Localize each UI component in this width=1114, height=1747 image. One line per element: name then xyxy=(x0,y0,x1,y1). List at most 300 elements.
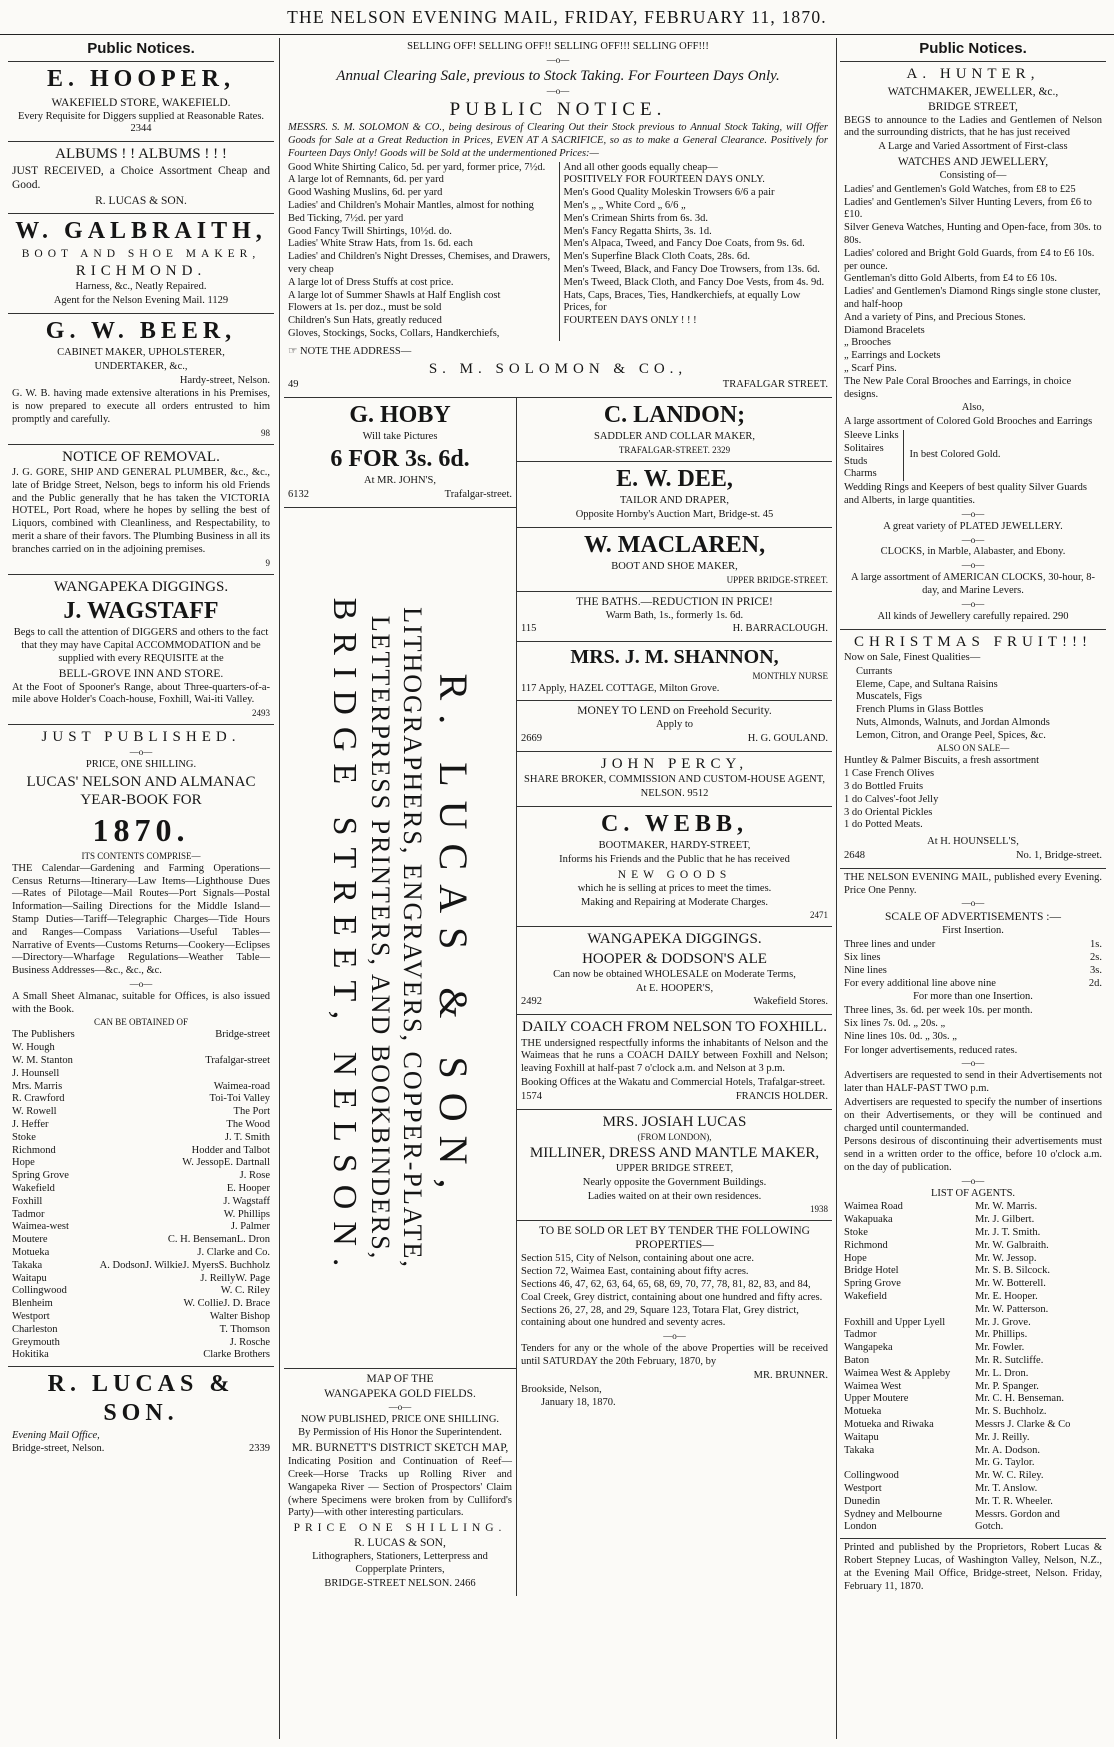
ad-street: 6132 Trafalgar-street. xyxy=(288,488,512,500)
price-item: Good Washing Muslins, 6d. per yard xyxy=(288,187,443,199)
jewellery-item: Gentleman's ditto Gold Alberts, from £4 to £6 10s. xyxy=(844,273,1058,285)
ad-date: January 18, 1870. xyxy=(541,1397,616,1409)
ad-body: Can now be obtained WHOLESALE on Moderate Terms, xyxy=(553,968,796,980)
multi-rate-row: Six lines 7s. 0d. „ 20s. „ xyxy=(844,1017,946,1029)
seller-row: Collingwood W. C. Riley xyxy=(12,1285,270,1297)
ad-apply: Apply to xyxy=(655,719,694,731)
agent-place xyxy=(844,1304,971,1317)
gold-item: Studs xyxy=(844,455,868,467)
tender-item: Section 72, Waimea East, containing about fifty acres. xyxy=(521,1266,749,1278)
ad-trade: BOOT AND SHOE MAKER, xyxy=(611,560,738,572)
tender-items xyxy=(521,1253,828,1330)
ad-title: G. W. BEER, xyxy=(45,317,237,344)
agent-name: Mr. W. Marris. xyxy=(975,1201,1038,1213)
ad-sub: WAKEFIELD STORE, WAKEFIELD. xyxy=(51,96,231,109)
agent-place xyxy=(844,1457,971,1470)
ad-at: At E. HOOPER'S, xyxy=(635,982,714,994)
ad-landon xyxy=(517,398,832,462)
ad-name: HOOPER & DODSON'S ALE xyxy=(582,950,767,967)
gold-group xyxy=(844,430,1102,481)
agent-name: Mr. A. Dodson. xyxy=(975,1444,1041,1456)
imprint-text: Printed and published by the Proprietors, Robert Lucas & Robert Stepney Lucas, of Washington Valley, Nelson, N.Z., at the Evening Mail Office, Bridge-street, Nelson. Friday, February 11, 1870. xyxy=(844,1542,1102,1592)
agent-place: Hope xyxy=(844,1252,867,1264)
ad-addr: Bridge-street, Nelson. 2339 xyxy=(12,1443,270,1455)
ad-p1: Advertisers are requested to send in their Advertisements not later than HALF-PAST TWO p.m. xyxy=(844,1070,1102,1095)
seller-row: J. Heffer The Wood xyxy=(12,1119,270,1131)
seller-row: Blenheim W. Collie xyxy=(12,1298,224,1310)
section-header: Public Notices. xyxy=(8,38,274,62)
ad-price: 6 FOR 3s. 6d. xyxy=(330,445,470,472)
agent-name: Mr. J. Reilly. xyxy=(975,1431,1030,1443)
ad-trade: UNDERTAKER, &c., xyxy=(94,360,188,372)
agent-place: Foxhill and Upper Lyell xyxy=(844,1316,946,1328)
ad-addr: Evening Mail Office, xyxy=(12,1429,100,1441)
ad-addr: Opposite Hornby's Auction Mart, Bridge-st. 45 xyxy=(575,508,774,520)
ad-trade: BOOT AND SHOE MAKER, xyxy=(21,247,261,260)
ad-shannon xyxy=(517,642,832,701)
ad-american: A large assortment of AMERICAN CLOCKS, 30-hour, 8-day, and Marine Levers. xyxy=(850,572,1096,597)
price-item: A large lot of Summer Shawls at Half English cost xyxy=(288,289,501,301)
vertical-line: R. LUCAS & SON, xyxy=(430,673,476,1203)
seller-row: R. Crawford Toi-Toi Valley xyxy=(12,1093,270,1105)
price-item: Good White Shirting Calico, 5d. per yard, former price, 7½d. xyxy=(288,161,546,173)
ad-body: Begs to call the attention of DIGGERS and others to the fact that they may have Capital ACCOMMODATION and be supplied with every REQUISITE at the xyxy=(13,627,269,664)
price-item: Bed Ticking, 7½d. per yard xyxy=(288,212,404,224)
ad-line: Will take Pictures xyxy=(362,430,438,442)
ad-title: NOTICE OF REMOVAL. xyxy=(62,448,220,465)
rate-row: Nine lines 3s. xyxy=(844,964,1102,976)
ad-ale xyxy=(517,927,832,1015)
price-item: Ladies' White Straw Hats, from 1s. 6d. each xyxy=(288,238,473,250)
price-item: Men's Tweed, Black, and Fancy Doe Trowsers, from 13s. 6d. xyxy=(563,263,820,275)
agent-name: Mr. P. Spanger. xyxy=(975,1380,1039,1392)
seller-row: Charleston T. Thomson xyxy=(12,1323,270,1335)
ad-street: 49 TRAFALGAR STREET. xyxy=(288,378,828,390)
agent-name: Mr. C. H. Benseman. xyxy=(975,1393,1064,1405)
price-item: Men's Good Quality Moleskin Trowsers 6/6 a pair xyxy=(563,187,775,199)
ad-sign: 1574 FRANCIS HOLDER. xyxy=(521,1090,828,1102)
middle-split-right xyxy=(517,398,832,1596)
agent-place: Takaka xyxy=(844,1444,875,1456)
ad-body: A Large and Varied Assortment of First-class xyxy=(878,141,1068,153)
column-middle xyxy=(284,38,832,1739)
ad-percy xyxy=(517,752,832,807)
fruit-also-item: 3 do Oriental Pickles xyxy=(844,806,933,818)
ad-body: THE undersigned respectfully informs the inhabitants of Nelson and the Waimeas that he runs a COACH DAILY between Foxhill and Nelson; leaving Foxhill at half-past 7 o'clock a.m. and Nelson at 3 p.m. xyxy=(521,1037,828,1075)
fruit-also-item: Huntley & Palmer Biscuits, a fresh assortment xyxy=(844,755,1040,767)
gold-items xyxy=(844,430,904,481)
rate-row: Three lines and under 1s. xyxy=(844,939,1102,951)
seller-row: Takaka A. Dodson xyxy=(12,1259,146,1271)
seller-row: Westport Walter Bishop xyxy=(12,1310,270,1322)
ad-firm: R. LUCAS & SON, xyxy=(354,1537,446,1550)
agent-place: Baton xyxy=(844,1355,870,1367)
ad-trades: Lithographers, Stationers, Letterpress and Copperplate Printers, xyxy=(312,1551,488,1575)
ad-perm: By Permission of His Honor the Superintendent. xyxy=(298,1427,502,1439)
price-item: POSITIVELY FOR FOURTEEN DAYS ONLY. xyxy=(563,174,765,186)
price-item: Children's Sun Hats, greatly reduced xyxy=(288,315,442,327)
ad-tender: TO BE SOLD OR LET BY TENDER THE FOLLOWING PROPERTIES— Section 515, City of Nelson, containing about one acre. Section 72, Waimea East, containing about fifty acres. Sections 46, 47, 62, 63, 64, 65, 68, 69, 70, 77, 78, 81, 82, 83, and 84, Coal Creek, Grey district, containing about one hundred and fifty acres. Sections 26, 27, 28, and 29, Square 123, Totara Flat, Grey district, containing about one hundred and seventy acres. —o— Tenders for any or the whole of the above Properties will be received until SATURDAY the 20th February, 1870, by MR. BRUNNER. Brookside, Nelson, January 18, 1870. xyxy=(521,1225,828,1409)
ad-pub: NOW PUBLISHED, PRICE ONE SHILLING. xyxy=(300,1413,500,1425)
jewellery-item: Diamond Bracelets xyxy=(844,324,925,336)
ad-dee xyxy=(517,462,832,528)
jewellery-item: And a variety of Pins, and Precious Stones. xyxy=(844,311,1026,323)
ad-title: R. LUCAS & SON. xyxy=(47,1371,235,1427)
agent-name: Mr. R. Sutcliffe. xyxy=(975,1355,1044,1367)
ad-body: Indicating Position and Continuation of Reef—Creek—Horse Tracks up Rolling River and Wangapeka River — Section of Prospectors' Claim (where Specimens were broken from by Culliford's Party)—with other interesting particulars. xyxy=(288,1456,512,1519)
seller-row: Tadmor W. Phillips xyxy=(12,1208,270,1220)
jewellery-item: „ Brooches xyxy=(844,337,891,349)
ad-title: THE BATHS.—REDUCTION IN PRICE! xyxy=(576,595,773,608)
agents-list xyxy=(844,1201,1102,1534)
ad-street: BRIDGE STREET, xyxy=(928,100,1018,113)
ad-repair: All kinds of Jewellery carefully repaired. 290 xyxy=(877,610,1069,622)
ad-sign: 2669 H. G. GOULAND. xyxy=(521,733,828,745)
ad-wait: Ladies waited on at their own residences. xyxy=(587,1190,762,1202)
agent-name: Gotch. xyxy=(975,1521,1004,1533)
ad-almanac: JUST PUBLISHED. —o— PRICE, ONE SHILLING. LUCAS' NELSON AND ALMANAC YEAR-BOOK FOR 1870. ITS CONTENTS COMPRISE— THE Calendar—Gardening and Farming Operations—Census Returns—Itinerary—Law Items—Lighthouse Dues—Rates of Pilotage—Mail Routes—Port Signals—Postal Information—Sailing Directions for the Middle Island—Stamp Duties—Tariff—Telegraphic Charges—Tide Hours and Ranges—Compass Variations—Useful Tables—Narrative of Events—Customs Returns—Cookery—Eclipses—Directory—Wharfage Regulations—Weather Table—Business Addresses—&c., &c., &c. —o— A Small Sheet Almanac, suitable for Offices, is also issued with the Book. CAN BE OBTAINED OF The Publishers Bridge-street W. Hough W. M. Stanton Trafalgar-street J. Hounsell Mrs. Marris Waimea-road R. Crawford Toi-Toi Valley W. Rowell The Port J. Heffer The Wood Stoke J. T. Smith Richmond Hodder and Talbot E. Dartnall Hope W. Jessop Spring Grove J. Rose Wakefield E. Hooper Foxhill J. Wagstaff Tadmor W. Phillips Waimea-west J. Palmer L. Dron Moutere C. H. Benseman Motueka J. Clarke and Co. S. Buchholz J. Myers J. Wilkie Takaka A. Dodson W. Page Waitapu J. Reilly Collingwood W. C. Riley J. D. Brace Blenheim W. Collie Westport Walter Bishop Charleston T. Thomson Greymouth J. Rosche Hokitika Clarke Brothers xyxy=(8,725,274,1367)
seller-row: Spring Grove J. Rose xyxy=(12,1170,270,1182)
agent-name: Mr. W. Botterell. xyxy=(975,1278,1046,1290)
ad-hoby xyxy=(284,398,516,508)
ad-body: Informs his Friends and the Public that he has received xyxy=(559,853,790,865)
ad-trade: TAILOR AND DRAPER, xyxy=(619,494,730,506)
agent-place: Wakefield xyxy=(844,1291,887,1303)
seller-row: Motueka J. Clarke and Co. xyxy=(12,1246,270,1258)
agent-name: Mr. E. Hooper. xyxy=(975,1291,1038,1303)
agent-name: Mr. G. Taylor. xyxy=(975,1457,1035,1469)
seller-row: Stoke J. T. Smith xyxy=(12,1131,270,1143)
ad-num: 2493 xyxy=(252,708,270,719)
price-item: Hats, Caps, Braces, Ties, Handkerchiefs, at equally Low Prices, for xyxy=(563,289,801,314)
seller-row: Wakefield E. Hooper xyxy=(12,1183,270,1194)
tender-item: Sections 26, 27, 28, and 29, Square 123, Totara Flat, Grey district, containing about one hundred and seventy acres. xyxy=(521,1304,799,1329)
ad-albums xyxy=(8,142,274,213)
agent-place: Stoke xyxy=(844,1227,868,1239)
ad-title: JOHN PERCY, xyxy=(600,755,749,772)
ad-also: Also, xyxy=(961,402,985,414)
agent-place: Spring Grove xyxy=(844,1278,901,1290)
section-header: Public Notices. xyxy=(840,38,1106,62)
ad-body: JUST RECEIVED, a Choice Assortment Cheap and Good. xyxy=(12,165,270,192)
seller-row: Hokitika Clarke Brothers xyxy=(12,1349,270,1361)
agent-name: Messrs. Gordon and xyxy=(975,1508,1060,1520)
jewellery-item: Ladies' and Gentlemen's Gold Watches, from £8 to £25 xyxy=(844,183,1076,195)
jewellery-item: The New Pale Coral Brooches and Earrings, in choice designs. xyxy=(844,375,1072,400)
ad-inn: BELL-GROVE INN AND STORE. xyxy=(58,667,224,680)
sellers-list: The Publishers Bridge-street W. Hough W. M. Stanton Trafalgar-street J. Hounsell Mrs. Marris Waimea-road R. Crawford Toi-Toi Valley W. Rowell The Port J. Heffer The Wood Stoke J. T. Smith Richmond Hodder and Talbot E. Dartnall Hope W. Jessop Spring Grove J. Rose Wakefield E. Hooper Foxhill J. Wagstaff Tadmor W. Phillips Waimea-west J. Palmer L. Dron Moutere C. H. Benseman Motueka J. Clarke and Co. S. Buchholz J. Myers J. Wilkie Takaka A. Dodson W. Page Waitapu J. Reilly Collingwood W. C. Riley J. D. Brace Blenheim W. Collie Westport Walter Bishop Charleston T. Thomson Greymouth J. Rosche Hokitika Clarke Brothers xyxy=(12,1029,270,1361)
ad-trade: BOOTMAKER, HARDY-STREET, xyxy=(598,840,751,852)
seller-row: W. M. Stanton Trafalgar-street xyxy=(12,1055,270,1067)
ad-hunter: A. HUNTER, WATCHMAKER, JEWELLER, &c., BRIDGE STREET, BEGS to announce to the Ladies and Gentlemen of Nelson and the surrounding districts, that he has just received A Large and Varied Assortment of First-class WATCHES AND JEWELLERY, Consisting of— Ladies' and Gentlemen's Gold Watches, from £8 to £25 Ladies' and Gentlemen's Silver Hunting Levers, from £6 to £10. Silver Geneva Watches, Hunting and Open-face, from 30s. to 80s. Ladies' colored and Bright Gold Guards, from £4 to £6 10s. per ounce. Gentleman's ditto Gold Alberts, from £4 to £6 10s. Ladies' and Gentlemen's Diamond Rings single stone cluster, and half-hoop And a variety of Pins, and Precious Stones. Diamond Bracelets „ Brooches „ Earrings and Lockets „ Scarf Pins. The New Pale Coral Brooches and Earrings, in choice designs. Also, A large assortment of Colored Gold Brooches and Earrings Sleeve Links Solitaires Studs Charms In best Colored Gold. Wedding Rings and Keepers of best quality Silver Guards and Alberts, in large quantities. —o— A great variety of PLATED JEWELLERY. —o— CLOCKS, in Marble, Alabaster, and Ebony. —o— A large assortment of AMERICAN CLOCKS, 30-hour, 8-day, and Marine Levers. —o— All kinds of Jewellery carefully repaired. 290 xyxy=(840,62,1106,629)
fruit-also-item: 1 do Calves'-foot Jelly xyxy=(844,793,939,805)
ad-opp: Nearly opposite the Government Buildings. xyxy=(582,1176,767,1188)
column-rule xyxy=(279,38,280,1739)
seller-row: Moutere C. H. Benseman xyxy=(12,1234,237,1246)
ad-trade: SHARE BROKER, COMMISSION AND CUSTOM-HOUSE AGENT, xyxy=(524,774,825,786)
ad-place: NELSON. 9512 xyxy=(640,788,709,800)
seller-row: Foxhill J. Wagstaff xyxy=(12,1195,270,1207)
fruit-items xyxy=(844,666,1102,743)
ad-baths xyxy=(517,592,832,643)
price-item: Men's Tweed, Black Cloth, and Fancy Doe Vests, from 4s. 9d. xyxy=(563,276,825,288)
agent-name: Mr. W. Jessop. xyxy=(975,1252,1037,1264)
jewellery-item: Ladies' and Gentlemen's Silver Hunting Levers, from £6 to £10. xyxy=(844,196,1092,221)
ad-addr: Brookside, Nelson, xyxy=(521,1383,602,1395)
ad-title: G. HOBY xyxy=(349,401,451,428)
agent-place: Sydney and Melbourne xyxy=(844,1508,942,1520)
ad-title: MRS. J. M. SHANNON, xyxy=(570,646,779,669)
ad-note: ☞ NOTE THE ADDRESS— xyxy=(288,345,412,357)
ad-body: At the Foot of Spooner's Range, about Three-quarters-of-a-mile above Holder's Coach-house, Foxhill, Wai-iti Valley. xyxy=(12,681,270,706)
agent-place: Tadmor xyxy=(844,1329,877,1341)
ad-sign: 115 H. BARRACLOUGH. xyxy=(521,623,828,635)
ad-body: which he is selling at prices to meet the times. xyxy=(577,882,772,894)
ad-money xyxy=(517,701,832,752)
ad-body: Warm Bath, 1s., formerly 1s. 6d. xyxy=(605,609,744,621)
agent-place: Collingwood xyxy=(844,1470,899,1482)
jewellery-items xyxy=(844,184,1102,402)
ad-trade: WATCHMAKER, JEWELLER, &c., xyxy=(887,85,1059,98)
middle-split-left xyxy=(284,398,517,1596)
agent-name: Mr. Phillips. xyxy=(975,1329,1028,1341)
gold-item: Charms xyxy=(844,468,877,480)
ad-contents: THE Calendar—Gardening and Farming Operations—Census Returns—Itinerary—Law Items—Lighthouse Dues—Rates of Pilotage—Mail Routes—Port Signals—Postal Information—Sailing Directions for the Middle Island—Stamp Duties—Tariff—Telegraphic Charges—Tide Hours and Ranges—Compass Variations—Useful Tables—Narrative of Events—Customs Returns—Cookery—Eclipses—Directory—Wharfage Regulations—Weather Table—Business Addresses—&c., &c., &c. xyxy=(12,862,270,977)
ad-num: 1938 xyxy=(810,1204,828,1215)
price-list-right xyxy=(559,162,829,341)
jewellery-item: Ladies' colored and Bright Gold Guards, from £4 to £6 10s. per ounce. xyxy=(844,247,1095,272)
seller-row: W. Hough xyxy=(12,1042,55,1054)
ad-body: Harness, &c., Neatly Repaired. xyxy=(75,281,207,293)
jewellery-item: Ladies' and Gentlemen's Diamond Rings single stone cluster, and half-hoop xyxy=(844,286,1101,310)
price-item: A large lot of Remnants, 6d. per yard xyxy=(288,174,444,186)
middle-split xyxy=(284,398,832,1596)
price-item: Men's „ „ White Cord „ 6/6 „ xyxy=(563,199,686,211)
ad-map: MAP OF THE WANGAPEKA GOLD FIELDS. —o— NOW PUBLISHED, PRICE ONE SHILLING. By Permission of His Honor the Superintendent. MR. BURNETT'S DISTRICT SKETCH MAP, Indicating Position and Continuation of Reef—Creek—Horse Tracks up Rolling River and Wangapeka River — Section of Prospectors' Claim (where Specimens were broken from by Culliford's Party)—with other interesting particulars. PRICE ONE SHILLING. R. LUCAS & SON, Lithographers, Stationers, Letterpress and Copperplate Printers, BRIDGE-STREET NELSON. 2466 xyxy=(288,1372,512,1589)
seller-row: J. Hounsell xyxy=(12,1067,60,1079)
multi-rate-row: Three lines, 3s. 6d. per week 10s. per month. xyxy=(844,1005,1033,1017)
ad-title: A. HUNTER, xyxy=(906,66,1040,83)
hand-icon: ☞ xyxy=(288,345,298,357)
lucas-vertical-ad xyxy=(284,508,516,1369)
ad-title: W. GALBRAITH, xyxy=(15,217,267,244)
ad-num: 98 xyxy=(261,427,270,438)
ad-title: C. WEBB, xyxy=(601,810,748,837)
ad-year: 1870. xyxy=(92,811,190,848)
ad-body: G. W. B. having made extensive alterations in his Premises, is now prepared to execute all orders entrusted to him promptly and carefully. xyxy=(12,388,270,425)
ad-title: ALBUMS ! ! ALBUMS ! ! ! xyxy=(55,146,227,163)
agent-name: Mr. J. Gilbert. xyxy=(975,1214,1035,1226)
price-item: Ladies' and Children's Night Dresses, Chemises, and Drawers, very cheap xyxy=(288,251,551,275)
imprint xyxy=(840,1539,1106,1598)
price-item: FOURTEEN DAYS ONLY ! ! ! xyxy=(563,315,697,327)
fruit-item: Eleme, Cape, and Sultana Raisins xyxy=(856,678,998,690)
ad-title: W. MACLAREN, xyxy=(583,531,766,558)
fruit-also-item: 1 Case French Olives xyxy=(844,768,935,780)
ad-body: BEGS to announce to the Ladies and Gentlemen of Nelson and the surrounding districts, that he has just received xyxy=(844,114,1102,139)
ad-clocks: CLOCKS, in Marble, Alabaster, and Ebony. xyxy=(880,546,1066,558)
price-item: Men's Crimean Shirts from 6s. 3d. xyxy=(563,212,709,224)
agent-place: Waimea West xyxy=(844,1380,902,1392)
fruit-item: Lemon, Citron, and Orange Peel, Spices, &c. xyxy=(856,729,1046,741)
price-item: Men's Superfine Black Cloth Coats, 28s. 6d. xyxy=(563,251,751,263)
ad-title: WANGAPEKA DIGGINGS. xyxy=(587,931,762,948)
fruit-also-item: 3 do Bottled Fruits xyxy=(844,781,924,793)
agent-name: Mr. T. R. Wheeler. xyxy=(975,1495,1053,1507)
rate-row: For every additional line above nine 2d. xyxy=(844,977,1102,989)
column-left xyxy=(8,38,274,1739)
ad-body: J. G. GORE, SHIP AND GENERAL PLUMBER, &c., &c., late of Bridge Street, Nelson, begs to inform his old Friends and the Public generally that he has taken the VICTORIA HOTEL, Port Road, where he hopes by selling the best of Liquors, combined with Cleanliness, and Respectability, to merit a share of their favors. The Plumbing Business in all its branches carried on in the adjoining premises. xyxy=(12,467,270,555)
masthead: THE NELSON EVENING MAIL, FRIDAY, FEBRUARY 11, 1870. xyxy=(0,0,1114,35)
agents-head: LIST OF AGENTS. xyxy=(930,1187,1016,1199)
ad-title: TO BE SOLD OR LET BY TENDER THE FOLLOWING PROPERTIES— xyxy=(539,1225,810,1252)
ad-head: MR. BURNETT'S DISTRICT SKETCH MAP, xyxy=(291,1442,509,1455)
price-item: Good Fancy Twill Shirtings, 10½d. do. xyxy=(288,225,452,237)
ad-selling: SELLING OFF! SELLING OFF!! SELLING OFF!!! SELLING OFF!!! xyxy=(407,41,709,52)
fruit-item: Nuts, Almonds, Walnuts, and Jordan Almonds xyxy=(856,716,1050,728)
jewellery-item: Silver Geneva Watches, Hunting and Open-face, from 30s. to 80s. xyxy=(844,222,1102,247)
agent-name: Mr. W. C. Riley. xyxy=(975,1470,1044,1482)
ad-lucas-milliner xyxy=(517,1110,832,1222)
price-item: Ladies' and Children's Mohair Mantles, almost for nothing xyxy=(288,199,534,211)
seller-row: W. Rowell The Port xyxy=(12,1106,270,1118)
agent-name: Messrs J. Clarke & Co xyxy=(975,1419,1071,1431)
ad-trade: CABINET MAKER, UPHOLSTERER, xyxy=(57,346,225,358)
ad-price: PRICE, ONE SHILLING. xyxy=(85,759,197,771)
ad-title: E. W. DEE, xyxy=(616,465,733,492)
ad-title: WANGAPEKA DIGGINGS. xyxy=(53,578,229,595)
ad-sale: Annual Clearing Sale, previous to Stock Taking. For Fourteen Days Only. xyxy=(336,67,780,84)
ad-fruit xyxy=(840,630,1106,869)
ad-also-body: A large assortment of Colored Gold Brooches and Earrings xyxy=(844,416,1093,428)
agent-place: Wakapuaka xyxy=(844,1214,893,1226)
ad-body: Booking Offices at the Wakatu and Commercial Hotels, Trafalgar-street. xyxy=(521,1076,826,1088)
ad-sheet: A Small Sheet Almanac, suitable for Offices, is also issued with the Book. xyxy=(12,990,270,1015)
ad-price: PRICE ONE SHILLING. xyxy=(293,1522,507,1535)
ad-place: RICHMOND. xyxy=(75,262,207,279)
agent-place: Richmond xyxy=(844,1239,888,1251)
fruit-item: Muscatels, Figs xyxy=(856,691,922,703)
ad-title: DAILY COACH FROM NELSON TO FOXHILL. xyxy=(522,1019,827,1036)
ad-from: (FROM LONDON), xyxy=(637,1131,712,1142)
agent-place: Wangapeka xyxy=(844,1342,893,1354)
vertical-text xyxy=(323,597,477,1278)
seller-row: Waimea-west J. Palmer xyxy=(12,1221,270,1233)
seller-row: The Publishers Bridge-street xyxy=(12,1029,270,1041)
price-item: Men's Alpaca, Tweed, and Fancy Doe Coats, from 9s. 6d. xyxy=(563,238,805,250)
agent-place: Bridge Hotel xyxy=(844,1265,899,1277)
ad-title: MRS. JOSIAH LUCAS xyxy=(602,1113,747,1130)
ad-addr: BRIDGE-STREET NELSON. 2466 xyxy=(324,1577,476,1589)
ad-longer: For longer advertisements, reduced rates. xyxy=(844,1044,1018,1056)
ad-title: WANGAPEKA GOLD FIELDS. xyxy=(324,1387,476,1400)
tender-item: Section 515, City of Nelson, containing about one acre. xyxy=(521,1253,754,1265)
ad-p2: Advertisers are requested to specify the number of insertions on their Advertisements, or they will be continued and charged until countermanded. xyxy=(844,1096,1102,1134)
ad-coach xyxy=(517,1015,832,1109)
ad-trade: MILLINER, DRESS AND MANTLE MAKER, xyxy=(529,1144,820,1161)
agent-name: Mr. J. T. Smith. xyxy=(975,1227,1041,1239)
ad-beer xyxy=(8,314,274,445)
rate-row: Six lines 2s. xyxy=(844,952,1102,963)
ad-title: C. LANDON; xyxy=(603,401,746,428)
vertical-line: LITHOGRAPHERS, ENGRAVERS, COPPER-PLATE, xyxy=(398,606,428,1269)
agent-name: Mr. S. Buchholz. xyxy=(975,1406,1047,1418)
agent-name: Mr. J. Grove. xyxy=(975,1316,1031,1328)
gold-note: In best Colored Gold. xyxy=(909,449,1001,461)
ad-at: At H. HOUNSELL'S, xyxy=(927,836,1019,848)
fruit-also-item: 1 do Potted Meats. xyxy=(844,819,923,831)
jewellery-item: „ Scarf Pins. xyxy=(844,362,897,374)
ad-galbraith xyxy=(8,214,274,314)
ad-firm: S. M. SOLOMON & CO., xyxy=(428,360,688,377)
ad-at: At MR. JOHN'S, xyxy=(364,474,436,486)
ad-street: UPPER BRIDGE STREET, xyxy=(615,1163,734,1175)
ad-body: Making and Repairing at Moderate Charges. xyxy=(580,896,768,908)
agent-name: Mr. L. Dron. xyxy=(975,1367,1029,1379)
ad-trade: SADDLER AND COLLAR MAKER, xyxy=(593,430,755,442)
vertical-line: LETTERPRESS PRINTERS, AND BOOKBINDERS, xyxy=(366,615,396,1260)
ad-p3: Persons desirous of discontinuing their advertisements must send in a written order to the office, before 10 o'clock a.m. on the day of publication. xyxy=(844,1136,1102,1173)
ad-solomon: SELLING OFF! SELLING OFF!! SELLING OFF!!! SELLING OFF!!! —o— Annual Clearing Sale, previous to Stock Taking. For Fourteen Days Only. —o— PUBLIC NOTICE. MESSRS. S. M. SOLOMON & CO., being desirous of Clearing Out their Stock previous to Annual Stock Taking, will Offer Goods for Sale at a Great Reduction in Prices, EVEN AT A SACRIFICE, so as to make a General Clearance. Positively for Fourteen Days Only! Goods will be Sold at the undermentioned Prices:— Good White Shirting Calico, 5d. per yard, former price, 7½d. A large lot of Remnants, 6d. per yard Good Washing Muslins, 6d. per yard Ladies' and Children's Mohair Mantles, almost for nothing Bed Ticking, 7½d. per yard Good Fancy Twill Shirtings, 10½d. do. Ladies' White Straw Hats, from 1s. 6d. each Ladies' and Children's Night Dresses, Chemises, and Drawers, very cheap A large lot of Dress Stuffs at cost price. A large lot of Summer Shawls at Half English cost Flowers at 1s. per doz., must be sold Children's Sun Hats, greatly reduced Gloves, Stockings, Socks, Collars, Handkerchiefs, And all other goods equally cheap— POSITIVELY FOR FOURTEEN DAYS ONLY. Men's Good Quality Moleskin Trowsers 6/6 a pair Men's „ „ White Cord „ 6/6 „ Men's Crimean Shirts from 6s. 3d. Men's Fancy Regatta Shirts, 3s. 1d. Men's Alpaca, Tweed, and Fancy Doe Coats, from 9s. 6d. Men's Superfine Black Cloth Coats, 28s. 6d. Men's Tweed, Black, and Fancy Doe Trowsers, from 13s. 6d. Men's Tweed, Black Cloth, and Fancy Doe Vests, from 4s. 9d. Hats, Caps, Braces, Ties, Handkerchiefs, at equally Low Prices, for FOURTEEN DAYS ONLY ! ! ! ☞ NOTE THE ADDRESS— S. M. SOLOMON & CO., 49 TRAFALGAR STREET. xyxy=(284,38,832,398)
ad-body: Every Requisite for Diggers supplied at Reasonable Rates. 2344 xyxy=(17,110,265,135)
seller-row: Waitapu J. Reilly xyxy=(12,1272,236,1284)
jewellery-item: „ Earrings and Lockets xyxy=(844,350,941,362)
ad-title: MAP OF THE xyxy=(366,1372,434,1385)
ad-hooper xyxy=(8,62,274,142)
ad-place: 2492 Wakefield Stores. xyxy=(521,996,828,1008)
agent-name: Mr. W. Patterson. xyxy=(975,1303,1049,1315)
agent-place: Waimea Road xyxy=(844,1201,903,1213)
seller-row: Richmond Hodder and Talbot xyxy=(12,1144,270,1156)
ad-body: Tenders for any or the whole of the above Properties will be received until SATURDAY the 20th February, 1870, by xyxy=(521,1343,828,1368)
agent-place: Dunedin xyxy=(844,1495,881,1507)
agent-place: Motueka xyxy=(844,1406,882,1418)
ad-head: THE NELSON EVENING MAIL, published every Evening. Price One Penny. xyxy=(844,871,1102,896)
seller-row: Hope W. Jessop xyxy=(12,1157,224,1169)
seller-row: Greymouth J. Rosche xyxy=(12,1336,270,1348)
price-item: Men's Fancy Regatta Shirts, 3s. 1d. xyxy=(563,225,712,237)
gold-item: Sleeve Links xyxy=(844,429,899,441)
ad-sale: Now on Sale, Finest Qualities— xyxy=(844,651,981,663)
ad-cons: Consisting of— xyxy=(939,170,1007,182)
ad-title: E. HOOPER, xyxy=(46,66,235,93)
ad-head: WATCHES AND JEWELLERY, xyxy=(897,156,1049,169)
ad-mail-scale: THE NELSON EVENING MAIL, published every Evening. Price One Penny. —o— SCALE OF ADVERTISEMENTS :— First Insertion. Three lines and under 1s. Six lines 2s. Nine lines 3s. For every additional line above nine 2d. For more than one Insertion. Three lines, 3s. 6d. per week 10s. per month. Six lines 7s. 0d. „ 20s. „ Nine lines 10s. 0d. „ 30s. „ For longer advertisements, reduced rates. —o— Advertisers are requested to send in their Advertisements not later than HALF-PAST TWO p.m. Advertisers are requested to specify the number of insertions on their Advertisements, or they will be continued and charged until countermanded. Persons desirous of discontinuing their advertisements must send in a written order to the office, before 10 o'clock a.m. on the day of publication. —o— LIST OF AGENTS. Waimea Road Mr. W. Marris. Wakapuaka Mr. J. Gilbert. Stoke Mr. J. T. Smith. Richmond Mr. W. Galbraith. Hope Mr. W. Jessop. Bridge Hotel Mr. S. B. Silcock. Spring Grove Mr. W. Botterell. Wakefield Mr. E. Hooper. Mr. W. Patterson. Foxhill and Upper Lyell Mr. J. Grove. Tadmor Mr. Phillips. Wangapeka Mr. Fowler. Baton Mr. R. Sutcliffe. Waimea West & Appleby Mr. L. Dron. Waimea West Mr. P. Spanger. Upper Moutere Mr. C. H. Benseman. Motueka Mr. S. Buchholz. Motueka and Riwaka Messrs J. Clarke & Co Waitapu Mr. J. Reilly. Takaka Mr. A. Dodson. Mr. G. Taylor. Collingwood Mr. W. C. Riley. Westport Mr. T. Anslow. Dunedin Mr. T. R. Wheeler. Sydney and Melbourne Messrs. Gordon and London Gotch. xyxy=(840,869,1106,1539)
agent-place: London xyxy=(844,1521,877,1533)
column-right xyxy=(840,38,1106,1739)
ad-title: MONEY TO LEND on Freehold Security. xyxy=(577,705,772,718)
ad-intro: MESSRS. S. M. SOLOMON & CO., being desirous of Clearing Out their Stock previous to Annual Stock Taking, will Offer Goods for Sale at a Great Reduction in Prices, EVEN AT A SACRIFICE, so as to make a General Clearance. Positively for Fourteen Days Only! Goods will be Sold at the undermentioned Prices:— xyxy=(288,122,828,159)
ad-addr: Hardy-street, Nelson. xyxy=(179,374,270,386)
rate-table xyxy=(844,939,1102,990)
agent-name: Mr. T. Anslow. xyxy=(975,1483,1038,1495)
ad-addr: 2648 No. 1, Bridge-street. xyxy=(844,850,1102,862)
ad-wedding: Wedding Rings and Keepers of best quality Silver Guards and Alberts, in large quantities. xyxy=(844,482,1087,506)
ad-title: CHRISTMAS FRUIT!!! xyxy=(854,633,1092,650)
ad-role: MONTHLY NURSE xyxy=(752,670,828,681)
ad-webb xyxy=(517,807,832,927)
seller-row: Mrs. Marris Waimea-road xyxy=(12,1080,270,1092)
ad-title: PUBLIC NOTICE. xyxy=(449,99,667,121)
price-item: Flowers at 1s. per doz., must be sold xyxy=(288,302,442,314)
multi-rate-list xyxy=(844,1005,1102,1043)
ad-sign: R. LUCAS & SON. xyxy=(95,194,187,207)
ad-first: First Insertion. xyxy=(942,925,1004,937)
ad-goods: NEW GOODS xyxy=(617,868,732,881)
fruit-item: Currants xyxy=(856,665,893,677)
ad-sign: MR. BRUNNER. xyxy=(753,1369,828,1381)
ad-scale: SCALE OF ADVERTISEMENTS :— xyxy=(885,911,1061,924)
